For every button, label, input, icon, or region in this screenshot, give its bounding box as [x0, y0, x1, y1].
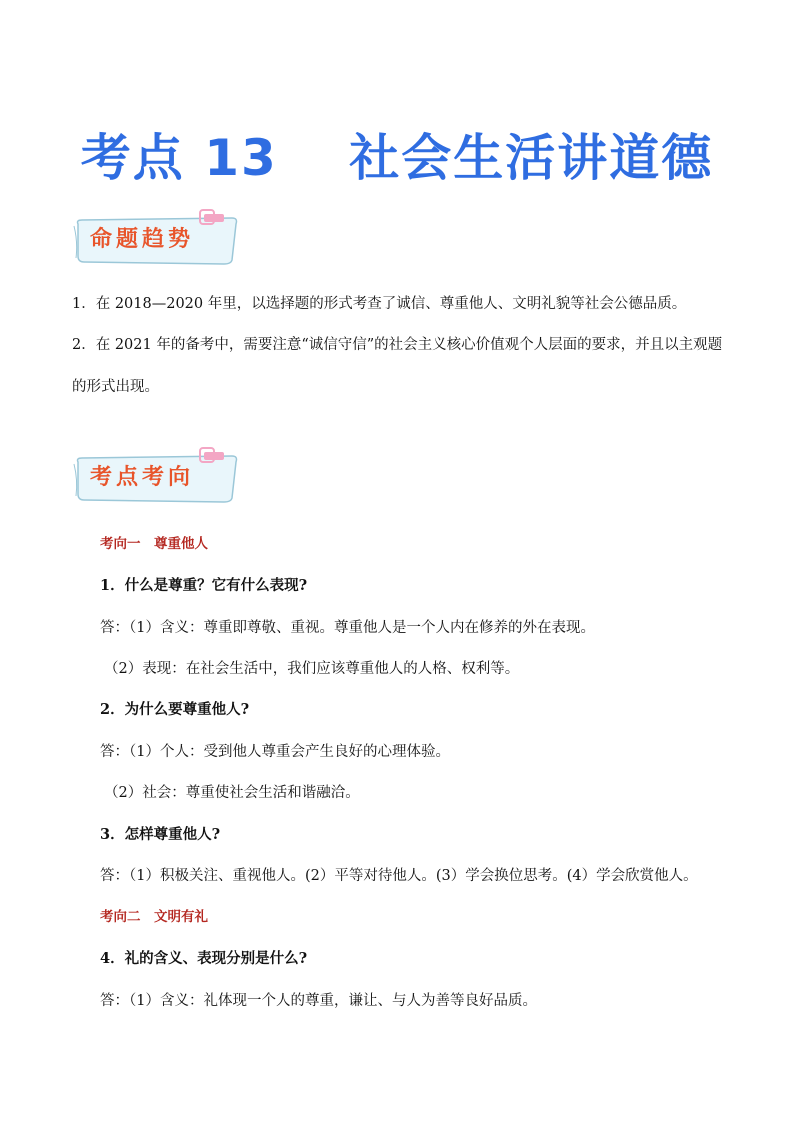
- topic-heading-courtesy: 考向二 文明有礼: [100, 909, 208, 925]
- question-3: 3．怎样尊重他人?: [100, 826, 221, 843]
- tag-label: 考点考向: [90, 465, 195, 490]
- trend-line-2: 2．在 2021 年的备考中，需要注意“诚信守信”的社会主义核心价值观个人层面的要求，并且以主观题: [72, 337, 723, 353]
- answer-3-1: 答：（1）积极关注、重视他人。(2）平等对待他人。(3）学会换位思考。(4）学会欣赏他人。: [100, 868, 698, 884]
- answer-1-1: 答：（1）含义：尊重即尊敬、重视。尊重他人是一个人内在修养的外在表现。: [100, 620, 595, 636]
- question-4: 4．礼的含义、表现分别是什么?: [100, 950, 308, 967]
- topic-heading-respect: 考向一 尊重他人: [100, 536, 208, 552]
- answer-2-2: （2）社会：尊重使社会生活和谐融洽。: [104, 785, 360, 801]
- page-title: 考点 13 社会生活讲道德: [80, 129, 714, 187]
- answer-4-1: 答：（1）含义：礼体现一个人的尊重，谦让、与人为善等良好品质。: [100, 993, 537, 1009]
- trend-line-3: 的形式出现。: [72, 379, 159, 395]
- section-tag-trend: [72, 208, 242, 266]
- section-tag-focus: [72, 446, 242, 504]
- question-2: 2．为什么要尊重他人?: [100, 701, 250, 718]
- question-1: 1．什么是尊重？它有什么表现?: [100, 577, 308, 594]
- answer-2-1: 答：（1）个人：受到他人尊重会产生良好的心理体验。: [100, 744, 450, 760]
- tag-label: 命题趋势: [90, 227, 195, 252]
- trend-line-1: 1．在 2018—2020 年里，以选择题的形式考查了诚信、尊重他人、文明礼貌等社会公德品质。: [72, 296, 687, 312]
- answer-1-2: （2）表现：在社会生活中，我们应该尊重他人的人格、权利等。: [104, 661, 520, 677]
